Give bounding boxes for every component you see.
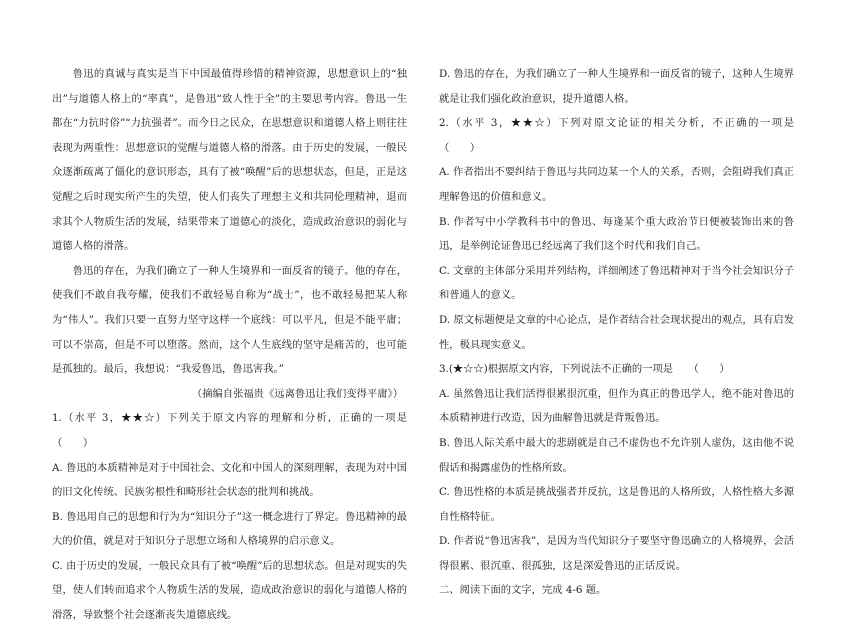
question-2-stem: 2.（水平 3，★★☆）下列对原文论证的相关分析，不正确的一项是 （ ） xyxy=(439,117,815,154)
question-3-option-c: C. 鲁迅性格的本质是挑战强者并反抗，这是鲁迅的人格所致，人格性格大多源自性格特征。 xyxy=(439,486,794,523)
question-3-option-d: D. 作者说“鲁迅害我”，是因为当代知识分子要坚守鲁迅确立的人格境界，会活得很累、很沉重、很孤独，这是深爱鲁迅的正话反说。 xyxy=(439,535,794,572)
left-column xyxy=(52,62,418,628)
question-1-option-d: D. 鲁迅的存在，为我们确立了一种人生境界和一面反省的镜子，这种人生境界就是让我们强化政治意识，提升道德人格。 xyxy=(439,68,794,105)
section-2-heading: 二、阅读下面的文字，完成 4-6 题。 xyxy=(439,584,607,597)
passage-paragraph-2: 鲁迅的存在，为我们确立了一种人生境界和一面反省的镜子。他的存在，使我们不敢自我夸耀，使我们不敢轻易自称为“战士”，也不敢轻易把某人称为“伟人”。我们只要一直努力坚守这样一个底线：可以平凡，但是不能平庸；可以不崇高，但是不可以堕落。然而，这个人生底线的坚守是痛苦的，也可能是孤独的。最后，我想说：“我爱鲁迅，鲁迅害我。” xyxy=(52,264,407,376)
question-2-option-d: D. 原文标题便是文章的中心论点，是作者结合社会现状提出的观点，具有启发性，极具现实意义。 xyxy=(439,313,794,351)
question-3-option-a: A. 虽然鲁迅让我们活得很累很沉重，但作为真正的鲁迅学人，绝不能对鲁迅的本质精神进行改造，因为曲解鲁迅就是背叛鲁迅。 xyxy=(439,387,794,425)
question-3-stem: 3.(★☆☆)根据原文内容，下列说法不正确的一项是 （ ） xyxy=(439,363,730,376)
question-1-option-c: C. 由于历史的发展，一般民众具有了被“唤醒”后的思想状态。但是对现实的失望，使人们转而追求个人物质生活的发展，造成政治意识的弱化与道德人格的滑落，导致整个社会逐渐丧失道德底线。 xyxy=(52,559,407,622)
question-3-option-b: B. 鲁迅人际关系中最大的悲剧就是自己不虚伪也不允许别人虚伪，这由他不说假话和揭露虚伪的性格所致。 xyxy=(439,436,794,474)
question-2-option-a: A. 作者指出不要纠结于鲁迅与共同边某一个人的关系，否则，会阻碍我们真正理解鲁迅的价值和意义。 xyxy=(439,166,794,203)
passage-paragraph-1: 鲁迅的真诚与真实是当下中国最值得珍惜的精神资源，思想意识上的“独出”与道德人格上的“率真”，是鲁迅“致人性于全”的主要思考内容。鲁迅一生都在“力抗时俗”“力抗强者”。而今日之民众，在思想意识和道德人格上则往往表现为两重性：思想意识的觉醒与道德人格的滑落。由于历史的发展，一般民众逐渐疏离了僵化的意识形态，具有了被“唤醒”后的思想状态，但是，正是这觉醒之后时现实所产生的失望，使人们丧失了理想主义和共同伦理精神，退而求其个人物质生活的发展，结果带来了道德心的淡化，造成政治意识的弱化与道德人格的滑落。 xyxy=(52,68,407,253)
question-1-option-b: B. 鲁迅用自己的思想和行为为“知识分子”这一概念进行了界定。鲁迅精神的最大的价值，就是对于知识分子思想立场和人格境界的启示意义。 xyxy=(52,510,407,548)
source-citation: （摘编自张福贵《远离鲁迅让我们变得平庸》） xyxy=(191,387,403,400)
question-2-option-c: C. 文章的主体部分采用并列结构，详细阐述了鲁迅精神对于当今社会知识分子和普通人的意义。 xyxy=(439,264,794,302)
right-column xyxy=(439,62,815,603)
question-1-option-a: A. 鲁迅的本质精神是对于中国社会、文化和中国人的深刻理解，表现为对中国的旧文化传统、民族劣根性和畸形社会状态的批判和挑战。 xyxy=(52,461,407,499)
question-2-option-b: B. 作者写中小学教科书中的鲁迅、每逢某个重大政治节日便被装饰出来的鲁迅，是举例论证鲁迅已经远离了我们这个时代和我们自己。 xyxy=(439,215,794,253)
question-1-stem: 1.（水平 3，★★☆）下列关于原文内容的理解和分析，正确的一项是 （ ） xyxy=(52,412,418,449)
